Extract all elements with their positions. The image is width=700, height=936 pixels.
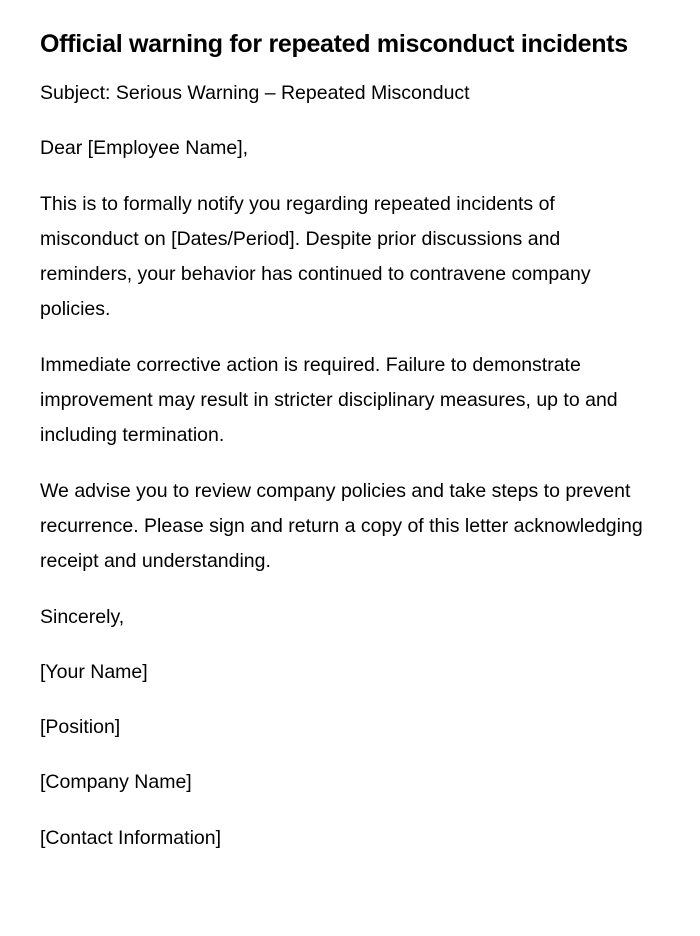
signature-position: [Position] [40, 716, 121, 739]
letter-paragraph-1: This is to formally notify you regarding repeated incidents of misconduct on [Dates/Period]. Despite prior discussions and reminders, your behavior has continued to contravene company policies. [40, 192, 591, 321]
letter-paragraph-2: Immediate corrective action is required. Failure to demonstrate improvement may result in stricter disciplinary measures, up to and including termination. [40, 353, 618, 447]
signature-contact: [Contact Information] [40, 826, 222, 849]
letter-title: Official warning for repeated misconduct incidents [40, 30, 628, 58]
signature-company: [Company Name] [40, 771, 192, 794]
letter-closing: Sincerely, [40, 605, 125, 628]
signature-name: [Your Name] [40, 660, 148, 683]
letter-paragraph-3: We advise you to review company policies and take steps to prevent recurrence. Please sign and return a copy of this letter acknowledging receipt and understanding. [40, 479, 643, 573]
letter-subject: Subject: Serious Warning – Repeated Misconduct [40, 82, 470, 104]
letter-salutation: Dear [Employee Name], [40, 137, 249, 160]
